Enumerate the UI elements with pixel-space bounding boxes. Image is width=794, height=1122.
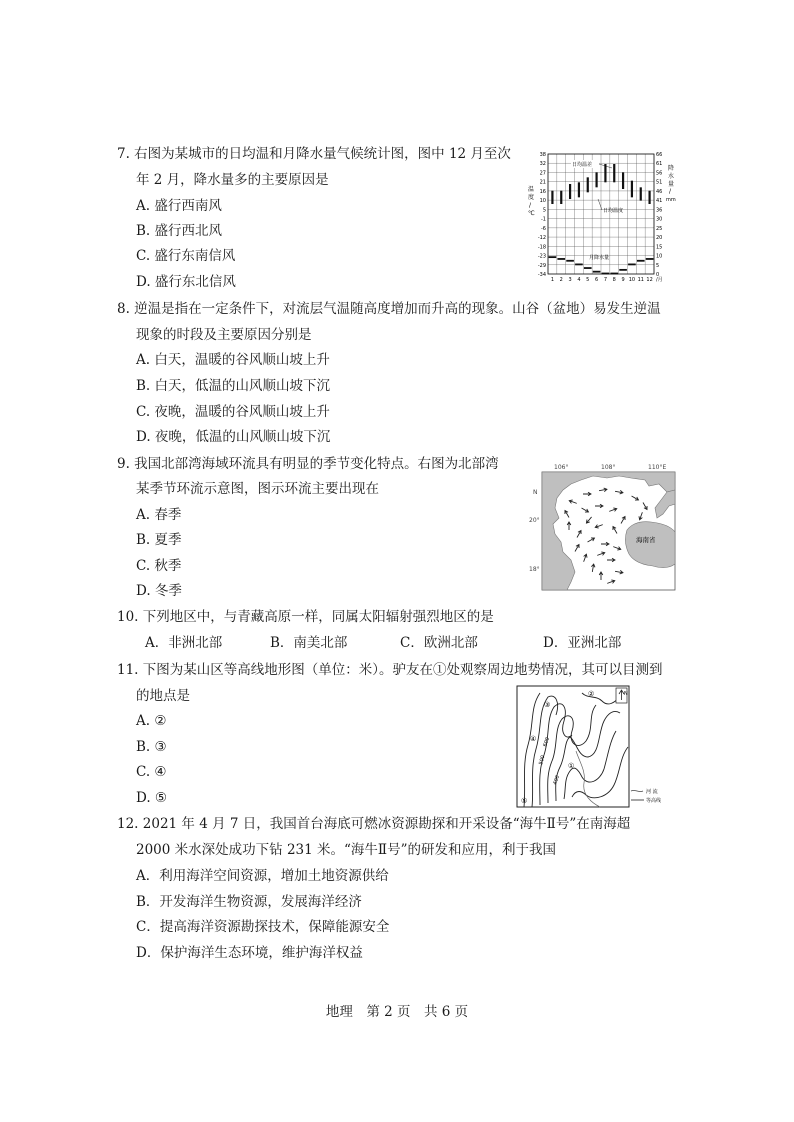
q8-option-c: C. 夜晚，温暖的谷风顺山坡上升 xyxy=(136,404,330,420)
y-left-title-1: 温 xyxy=(528,186,535,193)
y-left-tick: 10 xyxy=(539,198,546,205)
y-right-tick: 51 xyxy=(656,179,663,186)
y-right-tick: 0 xyxy=(656,272,660,278)
y-left-title-2: 度 xyxy=(528,194,535,201)
y-left-tick: 27 xyxy=(539,170,546,177)
x-unit: /月 xyxy=(656,277,663,283)
y-right-tick: 46 xyxy=(656,188,663,195)
q10-option-a: A．非洲北部 xyxy=(145,635,223,651)
q12-option-c: C．提高海洋资源勘探技术，保障能源安全 xyxy=(136,919,390,935)
leader-line xyxy=(598,199,602,210)
q11-option-c: C. ④ xyxy=(136,764,167,780)
q11-contour-map xyxy=(516,685,664,810)
q7-option-b: B. 盛行西北风 xyxy=(136,223,223,239)
hainan-label: 海南省 xyxy=(636,536,656,544)
contour-label: 500 xyxy=(538,754,547,766)
q11-option-b: B. ③ xyxy=(136,739,167,755)
q12-stem-line1: 12. 2021 年 4 月 7 日，我国首台海底可燃冰资源勘探和开采设备“海牛Ⅱ号”在南海超 xyxy=(117,816,631,832)
x-tick: 9 xyxy=(621,277,625,283)
y-left-tick: -23 xyxy=(537,253,546,260)
y-right-title-1: 降 xyxy=(668,165,675,172)
q9-option-b: B. 夏季 xyxy=(136,532,182,548)
precipitation-bar xyxy=(549,256,557,258)
precipitation-bar xyxy=(628,264,636,266)
q7-climate-chart xyxy=(526,146,686,286)
precipitation-bar xyxy=(575,264,583,266)
q7-stem-line2: 年 2 月，降水量多的主要原因是 xyxy=(136,172,329,188)
x-tick: 1 xyxy=(550,277,555,283)
north-label: N xyxy=(624,691,628,697)
x-tick: 10 xyxy=(628,277,636,283)
label-temp-range: 日均温差 xyxy=(572,162,593,168)
lon-label-108: 108° xyxy=(601,464,616,471)
y-left-tick: -12 xyxy=(537,235,546,242)
q9-option-c: C. 秋季 xyxy=(136,558,182,574)
x-tick: 3 xyxy=(568,277,572,283)
q10-stem: 10. 下列地区中，与青藏高原一样，同属太阳辐射强烈地区的是 xyxy=(117,609,494,625)
legend-river: 河 流 xyxy=(646,789,658,795)
y-right-tick: 30 xyxy=(656,216,663,223)
lat-label-n: N xyxy=(533,489,538,496)
chart-axes xyxy=(538,152,663,283)
lat-label-20: 20° xyxy=(529,517,540,524)
lon-label-106: 106° xyxy=(554,464,569,471)
legend-contour: 等高线 xyxy=(646,798,662,804)
y-left-tick: -34 xyxy=(537,272,546,278)
q8-option-d: D. 夜晚，低温的山风顺山坡下沉 xyxy=(136,429,331,445)
y-right-tick: 61 xyxy=(656,161,663,168)
contour-label: 400 xyxy=(552,774,562,786)
q12-option-a: A．利用海洋空间资源，增加土地资源供给 xyxy=(136,868,389,884)
y-right-tick: 20 xyxy=(656,235,663,242)
q12-option-d: D．保护海洋生态环境，维护海洋权益 xyxy=(136,945,363,961)
q8-option-a: A. 白天，温暖的谷风顺山坡上升 xyxy=(136,352,330,368)
x-tick: 12 xyxy=(646,277,653,283)
x-tick: 5 xyxy=(586,277,590,283)
q11-option-d: D. ⑤ xyxy=(136,790,168,806)
q7-option-a: A. 盛行西南风 xyxy=(136,198,222,214)
q7-option-d: D. 盛行东北信风 xyxy=(136,274,236,290)
q9-stem-line2: 某季节环流示意图，图示环流主要出现在 xyxy=(136,481,379,497)
q9-gulf-map xyxy=(527,460,687,595)
y-right-tick: 56 xyxy=(656,170,663,177)
y-left-tick: 32 xyxy=(539,161,546,168)
y-right-tick: 5 xyxy=(656,262,660,269)
q11-stem-line2: 的地点是 xyxy=(136,688,190,704)
label-mean-temp: 日均温度 xyxy=(603,208,624,214)
label-precip: 月降水量 xyxy=(589,255,610,261)
q11-stem-line1: 11. 下图为某山区等高线地形图（单位：米）。驴友在①处观察周边地势情况，其可以目测到 xyxy=(117,662,663,678)
y-left-tick: 16 xyxy=(539,188,546,195)
lat-label-18: 18° xyxy=(529,566,540,573)
q8-stem-line2: 现象的时段及主要原因分别是 xyxy=(136,327,312,343)
contour-label: 600 xyxy=(542,736,552,748)
y-right-title-3: 量 xyxy=(668,181,675,188)
q12-stem-line2: 2000 米水深处成功下钻 231 米。“海牛Ⅱ号”的研发和应用，利于我国 xyxy=(136,842,556,858)
q9-option-a: A. 春季 xyxy=(136,507,182,523)
legend-river-symbol xyxy=(631,790,643,791)
y-right-tick: 66 xyxy=(656,152,663,158)
y-right-tick: 25 xyxy=(656,225,663,232)
y-left-tick: 5 xyxy=(542,207,546,214)
y-left-title-4: ℃ xyxy=(528,210,535,217)
precipitation-bar xyxy=(619,269,627,271)
x-tick: 7 xyxy=(603,277,608,283)
y-right-tick: 41 xyxy=(656,198,663,205)
point-5: ⑤ xyxy=(521,797,528,805)
precipitation-bar xyxy=(646,258,654,260)
precipitation-bar xyxy=(593,271,601,273)
y-right-title-5: mm xyxy=(666,197,676,203)
q7-option-c: C. 盛行东南信风 xyxy=(136,248,236,264)
point-2: ② xyxy=(588,690,595,698)
page-footer: 地理 第 2 页 共 6 页 xyxy=(325,1004,469,1020)
y-left-tick: 21 xyxy=(539,179,546,186)
precipitation-bar xyxy=(584,267,592,269)
q8-option-b: B. 白天，低温的山风顺山坡下沉 xyxy=(136,378,331,394)
y-right-tick: 10 xyxy=(656,253,663,260)
precipitation-bar xyxy=(637,260,645,262)
y-left-tick: -18 xyxy=(537,244,546,251)
q9-stem-line1: 9. 我国北部湾海域环流具有明显的季节变化特点。右图为北部湾 xyxy=(117,456,499,472)
y-right-title-4: / xyxy=(669,188,672,195)
q11-option-a: A. ② xyxy=(136,713,167,729)
q9-option-d: D. 冬季 xyxy=(136,583,182,599)
q7-stem-line1: 7. 右图为某城市的日均温和月降水量气候统计图，图中 12 月至次 xyxy=(117,146,511,162)
precipitation-bar xyxy=(557,258,565,260)
lon-label-110: 110°E xyxy=(648,464,667,471)
x-tick: 6 xyxy=(594,277,599,283)
x-tick: 11 xyxy=(637,277,644,283)
y-left-tick: -6 xyxy=(541,225,546,232)
q10-option-c: C．欧洲北部 xyxy=(400,635,478,651)
precipitation-bar xyxy=(566,260,574,262)
point-4: ④ xyxy=(530,735,537,743)
point-3: ③ xyxy=(544,701,551,709)
q12-option-b: B．开发海洋生物资源，发展海洋经济 xyxy=(136,894,362,910)
x-tick: 2 xyxy=(559,277,563,283)
y-right-tick: 15 xyxy=(656,244,663,251)
q8-stem-line1: 8. 逆温是指在一定条件下，对流层气温随高度增加而升高的现象。山谷（盆地）易发生逆温 xyxy=(117,301,661,317)
point-1: ① xyxy=(568,762,575,770)
q10-option-b: B．南美北部 xyxy=(270,635,348,651)
y-left-tick: -1 xyxy=(541,216,546,223)
y-left-tick: 38 xyxy=(539,152,546,158)
y-right-tick: 36 xyxy=(656,207,663,214)
y-right-title-2: 水 xyxy=(668,173,675,180)
q10-option-d: D．亚洲北部 xyxy=(543,635,622,651)
x-tick: 4 xyxy=(577,277,581,283)
y-left-tick: -29 xyxy=(537,262,546,269)
y-left-title-3: / xyxy=(529,202,532,209)
x-tick: 8 xyxy=(612,277,616,283)
